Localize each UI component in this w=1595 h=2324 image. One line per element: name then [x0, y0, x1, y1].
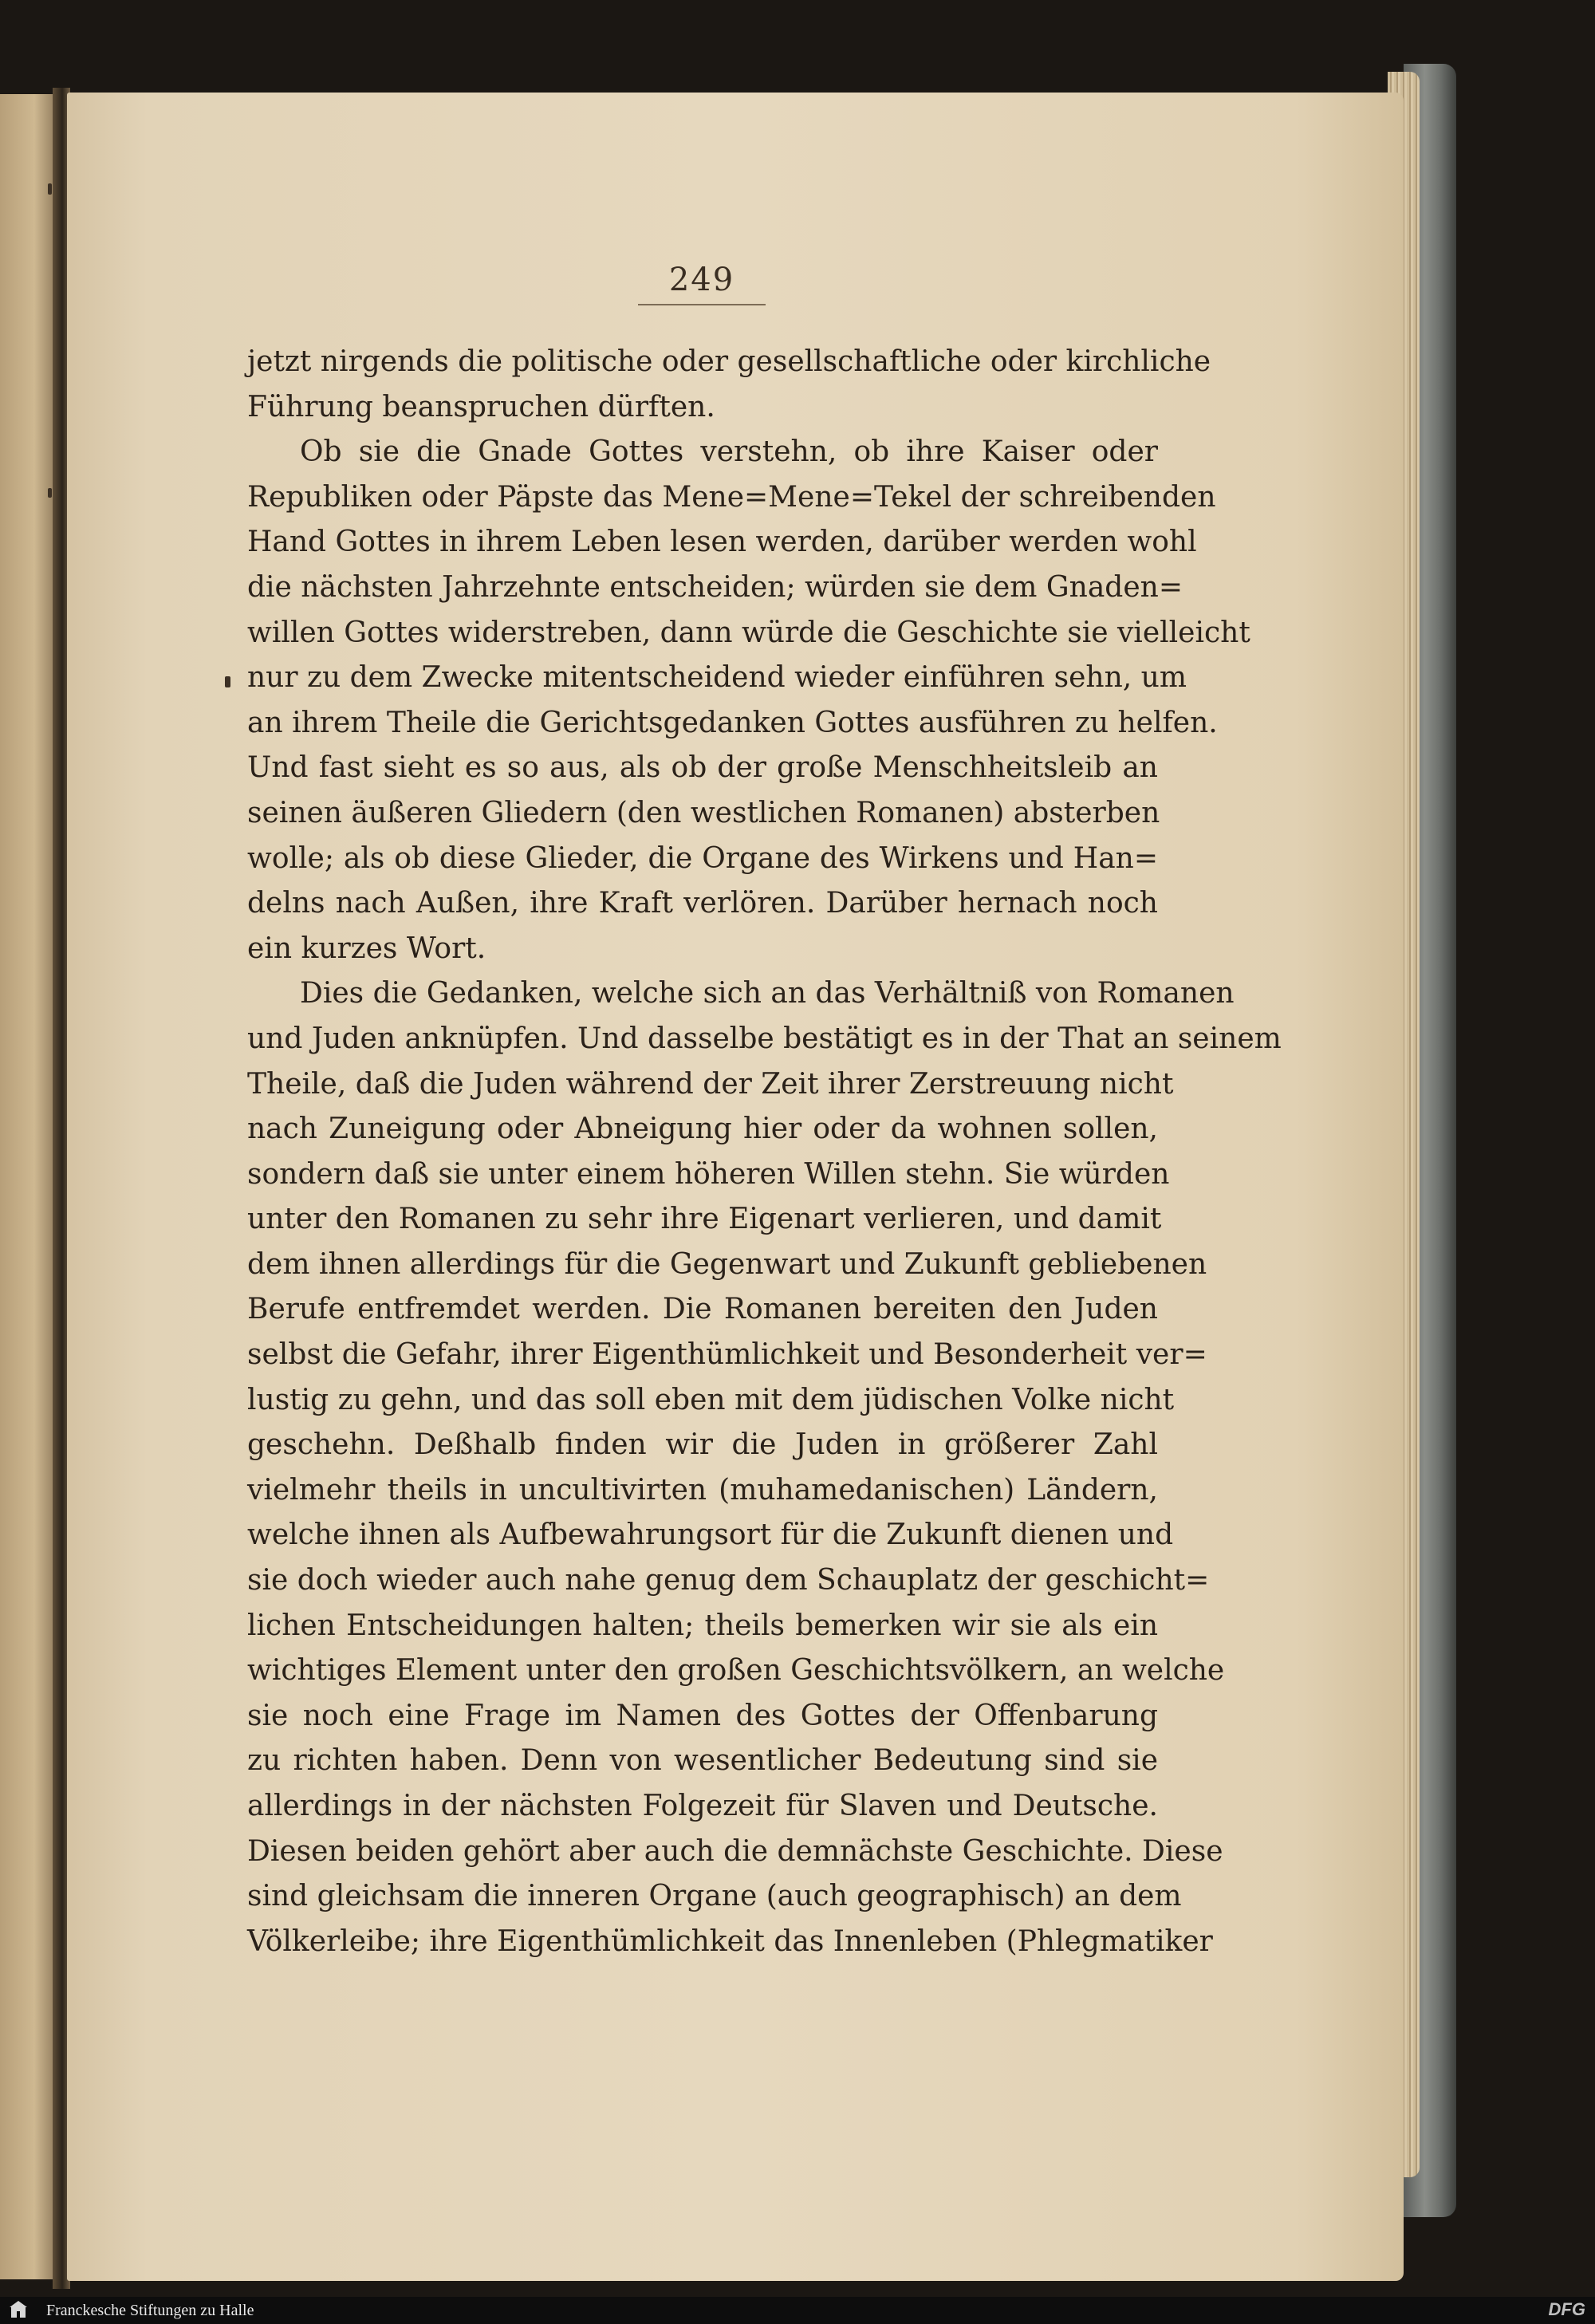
- text-line: wichtiges Element unter den großen Geschichtsvölkern, an welche: [247, 1654, 1225, 1688]
- text-line: an ihrem Theile die Gerichtsgedanken Gottes ausführen zu helfen.: [247, 706, 1218, 739]
- dfg-logo: DFG: [1548, 2299, 1585, 2319]
- text-line: sondern daß sie unter einem höheren Willen stehn. Sie würden: [247, 1157, 1170, 1191]
- text-line: geschehn. Deßhalb finden wir die Juden in größerer Zahl: [247, 1428, 1158, 1462]
- text-line: Republiken oder Päpste das Mene=Mene=Tekel der schreibenden: [247, 480, 1216, 514]
- text-line: Hand Gottes in ihrem Leben lesen werden, darüber werden wohl: [247, 526, 1197, 559]
- text-line: nach Zuneigung oder Abneigung hier oder da wohnen sollen,: [247, 1113, 1158, 1146]
- text-line: lustig zu gehn, und das soll eben mit dem jüdischen Volke nicht: [247, 1383, 1175, 1416]
- text-line: Dies die Gedanken, welche sich an das Verhältniß von Romanen: [300, 977, 1235, 1010]
- page-mark: [225, 676, 230, 687]
- francke-logo-icon: [10, 2300, 27, 2319]
- text-line: unter den Romanen zu sehr ihre Eigenart verlieren, und damit: [247, 1203, 1162, 1236]
- text-line: Diesen beiden gehört aber auch die demnächste Geschichte. Diese: [247, 1834, 1223, 1868]
- text-line: nur zu dem Zwecke mitentscheidend wieder einführen sehn, um: [247, 661, 1187, 695]
- page-mark: [48, 488, 52, 498]
- text-line: welche ihnen als Aufbewahrungsort für die Zukunft dienen und: [247, 1518, 1174, 1552]
- text-line: ein kurzes Wort.: [247, 932, 486, 965]
- left-page-edge: [0, 94, 57, 2279]
- text-line: und Juden anknüpfen. Und dasselbe bestätigt es in der That an seinem: [247, 1022, 1282, 1055]
- page-number-rule: [638, 304, 766, 305]
- text-line: selbst die Gefahr, ihrer Eigenthümlichkeit und Besonderheit ver=: [247, 1338, 1207, 1372]
- body-text: [247, 340, 1282, 1964]
- text-line: wolle; als ob diese Glieder, die Organe des Wirkens und Han=: [247, 841, 1158, 875]
- text-line: allerdings in der nächsten Folgezeit für Slaven und Deutsche.: [247, 1790, 1158, 1822]
- text-line: delns nach Außen, ihre Kraft verlören. Darüber hernach noch: [247, 887, 1158, 920]
- text-line: jetzt nirgends die politische oder gesellschaftliche oder kirchliche: [247, 345, 1211, 378]
- text-line: seinen äußeren Gliedern (den westlichen Romanen) absterben: [247, 796, 1160, 829]
- footer-bar: [0, 2297, 1595, 2324]
- text-line: Führung beanspruchen dürften.: [247, 390, 715, 423]
- text-line: dem ihnen allerdings für die Gegenwart und Zukunft gebliebenen: [247, 1247, 1207, 1281]
- text-line: sie noch eine Frage im Namen des Gottes der Offenbarung: [247, 1699, 1158, 1732]
- text-line: zu richten haben. Denn von wesentlicher Bedeutung sind sie: [247, 1744, 1158, 1778]
- text-line: sind gleichsam die inneren Organe (auch geographisch) an dem: [247, 1880, 1182, 1913]
- footer-institution: Franckesche Stiftungen zu Halle: [46, 2302, 254, 2319]
- text-line: vielmehr theils in uncultivirten (muhamedanischen) Ländern,: [247, 1473, 1158, 1507]
- page-number: 249: [668, 262, 735, 298]
- text-line: lichen Entscheidungen halten; theils bemerken wir sie als ein: [247, 1609, 1158, 1642]
- text-line: Und fast sieht es so aus, als ob der große Menschheitsleib an: [247, 751, 1158, 785]
- text-line: Berufe entfremdet werden. Die Romanen bereiten den Juden: [247, 1293, 1158, 1326]
- text-line: Völkerleibe; ihre Eigenthümlichkeit das Innenleben (Phlegmatiker: [247, 1924, 1213, 1958]
- text-line: Ob sie die Gnade Gottes verstehn, ob ihre Kaiser oder: [300, 435, 1158, 469]
- text-line: willen Gottes widerstreben, dann würde die Geschichte sie vielleicht: [247, 616, 1250, 649]
- page-mark: [48, 183, 52, 195]
- text-line: Theile, daß die Juden während der Zeit ihrer Zerstreuung nicht: [247, 1067, 1174, 1101]
- text-line: sie doch wieder auch nahe genug dem Schauplatz der geschicht=: [247, 1564, 1210, 1597]
- text-line: die nächsten Jahrzehnte entscheiden; würden sie dem Gnaden=: [247, 570, 1183, 604]
